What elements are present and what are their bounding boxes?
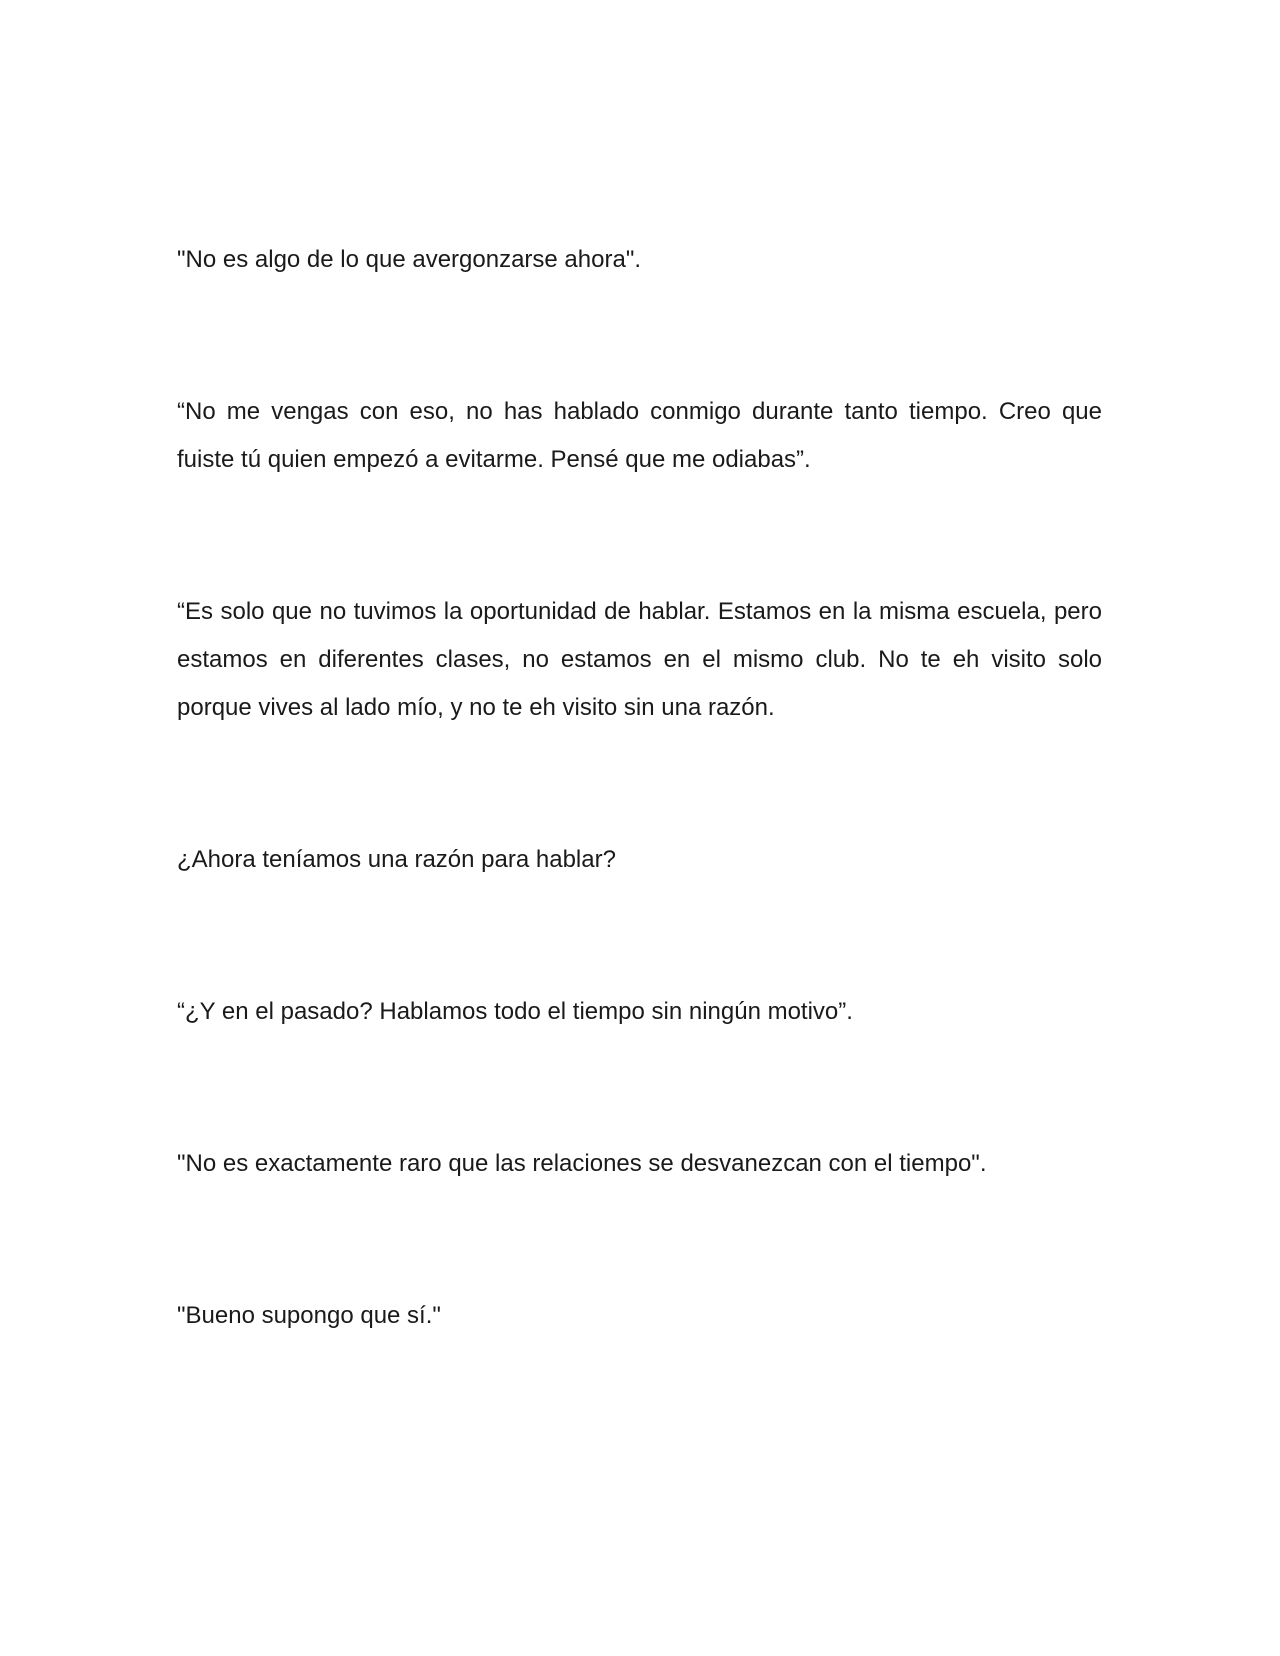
- paragraph-6: "No es exactamente raro que las relaciones se desvanezcan con el tiempo".: [177, 1150, 987, 1177]
- paragraph-7: "Bueno supongo que sí.": [177, 1302, 441, 1329]
- paragraph-spacer: [177, 884, 1102, 988]
- document-body: [177, 236, 1102, 1340]
- paragraph-1: "No es algo de lo que avergonzarse ahora".: [177, 246, 642, 273]
- paragraph-spacer: [177, 1036, 1102, 1140]
- paragraph-spacer: [177, 284, 1102, 388]
- paragraph-3: “Es solo que no tuvimos la oportunidad de hablar. Estamos en la misma escuela, pero estamos en diferentes clases, no estamos en el mismo club. No te eh visito solo porque vives al lado mío, y no te eh visito sin una razón.: [177, 598, 1102, 721]
- paragraph-4: ¿Ahora teníamos una razón para hablar?: [177, 846, 616, 873]
- paragraph-spacer: [177, 1188, 1102, 1292]
- paragraph-spacer: [177, 484, 1102, 588]
- paragraph-2: “No me vengas con eso, no has hablado conmigo durante tanto tiempo. Creo que fuiste tú quien empezó a evitarme. Pensé que me odiabas”.: [177, 398, 1102, 473]
- paragraph-spacer: [177, 732, 1102, 836]
- paragraph-5: “¿Y en el pasado? Hablamos todo el tiempo sin ningún motivo”.: [177, 998, 853, 1025]
